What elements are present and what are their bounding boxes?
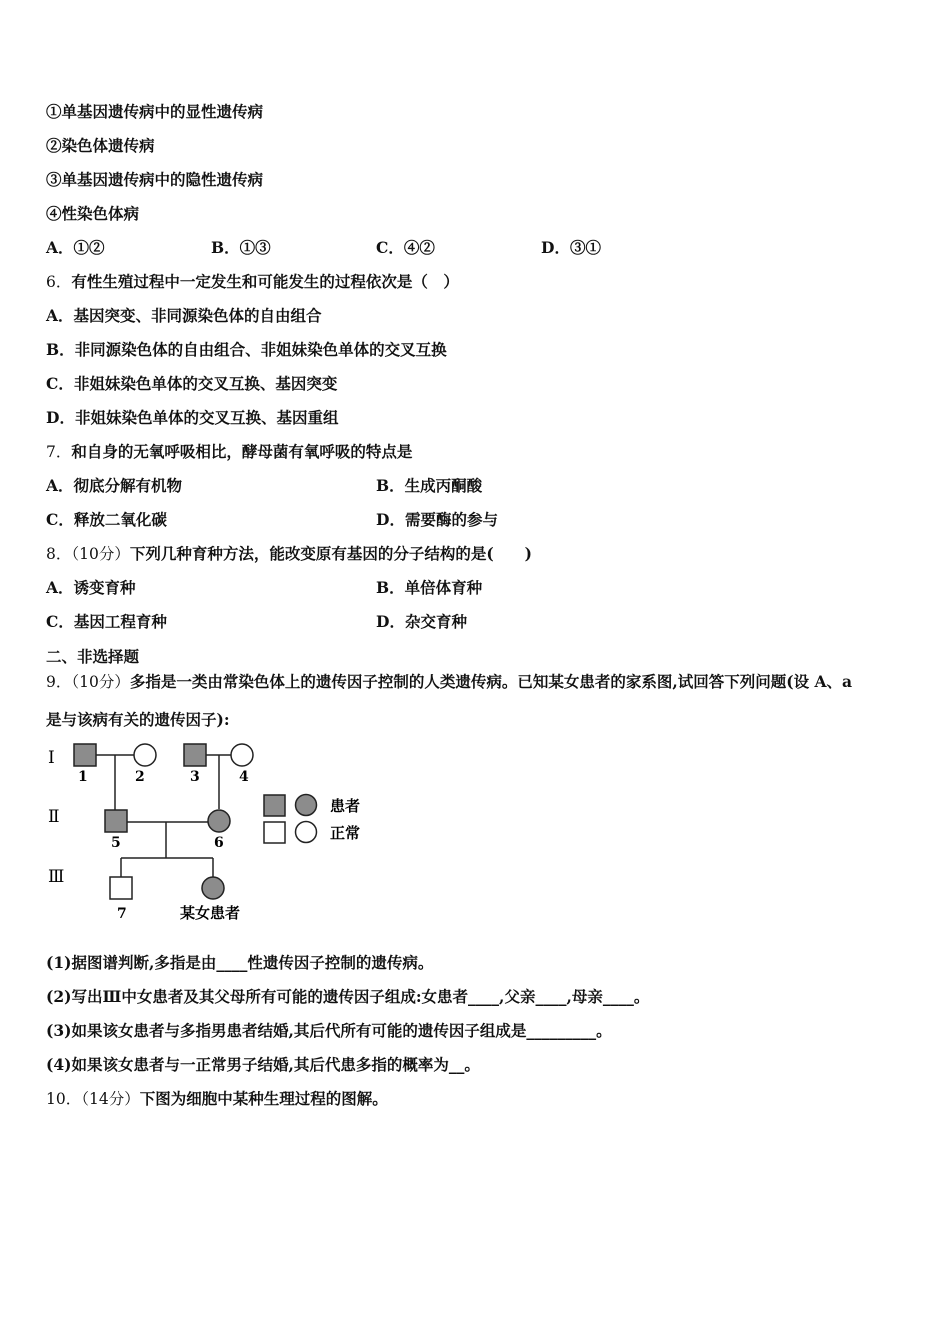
individual-7-normal-male: [110, 877, 132, 899]
q8-number: 8．（10分）: [46, 545, 130, 563]
q7-option-d: D．需要酶的参与: [376, 510, 498, 529]
individual-5-affected-male: [105, 810, 127, 832]
q9-stem-line-1: [46, 672, 852, 692]
legend-normal-male-symbol: [264, 822, 285, 843]
q7-number: 7．: [46, 443, 72, 461]
q9-sub-1: (1)据图谱判断,多指是由____性遗传因子控制的遗传病。: [46, 953, 434, 972]
q5-option-c: C．④②: [376, 238, 435, 257]
q5-option-b: B．①③: [211, 238, 271, 257]
individual-1-affected-male: [74, 744, 96, 766]
generation-label-3: Ⅲ: [48, 867, 65, 887]
q10-stem: [46, 1089, 388, 1109]
proband-affected-female: [202, 877, 224, 899]
q5-item-4: ④性染色体病: [46, 204, 140, 223]
proband-label: 某女患者: [180, 904, 241, 922]
q8-option-b: B．单倍体育种: [376, 578, 483, 597]
q6-option-b: B．非同源染色体的自由组合、非姐妹染色单体的交叉互换: [46, 340, 447, 359]
q8-stem: [46, 544, 532, 564]
q6-option-c: C．非姐妹染色单体的交叉互换、基因突变: [46, 374, 338, 393]
q5-option-d: D．③①: [541, 238, 601, 257]
individual-label-6: 6: [214, 835, 224, 851]
q7-option-a: A．彻底分解有机物: [46, 476, 183, 495]
pedigree-diagram: [44, 738, 374, 928]
section-heading: 二、非选择题: [46, 647, 140, 666]
q6-text: 有性生殖过程中一定发生和可能发生的过程依次是（ ）: [71, 272, 459, 291]
q6-stem: [46, 272, 459, 292]
q9-sub-4: (4)如果该女患者与一正常男子结婚,其后代患多指的概率为__。: [46, 1055, 480, 1074]
q10-number: 10．（14分）: [46, 1090, 140, 1108]
individual-label-4: 4: [239, 769, 249, 785]
q7-text: 和自身的无氧呼吸相比，酵母菌有氧呼吸的特点是: [71, 442, 413, 461]
q8-option-c: C．基因工程育种: [46, 612, 167, 631]
q9-number: 9．（10分）: [46, 673, 130, 691]
individual-4-normal-female: [231, 744, 253, 766]
q10-text: 下图为细胞中某种生理过程的图解。: [139, 1089, 388, 1108]
q7-option-c: C．释放二氧化碳: [46, 510, 167, 529]
individual-label-3: 3: [190, 769, 200, 785]
individual-label-5: 5: [111, 835, 121, 851]
q6-option-a: A．基因突变、非同源染色体的自由组合: [46, 306, 322, 325]
q8-text: 下列几种育种方法，能改变原有基因的分子结构的是( ): [129, 544, 533, 563]
q5-item-3: ③单基因遗传病中的隐性遗传病: [46, 170, 264, 189]
individual-label-2: 2: [135, 769, 145, 785]
generation-label-1: Ⅰ: [48, 748, 55, 768]
individual-label-1: 1: [78, 769, 88, 785]
q9-sub-3: (3)如果该女患者与多指男患者结婚,其后代所有可能的遗传因子组成是_________。: [46, 1021, 612, 1040]
legend-affected-female-symbol: [296, 795, 317, 816]
q5-item-1: ①单基因遗传病中的显性遗传病: [46, 102, 264, 121]
legend-normal-female-symbol: [296, 822, 317, 843]
legend-normal-label: 正常: [330, 824, 361, 842]
q8-option-d: D．杂交育种: [376, 612, 467, 631]
individual-3-affected-male: [184, 744, 206, 766]
q9-stem-line-2: 是与该病有关的遗传因子):: [46, 710, 230, 729]
q9-sub-2: (2)写出Ⅲ中女患者及其父母所有可能的遗传因子组成:女患者____,父亲____,母亲____。: [46, 987, 650, 1006]
individual-label-7: 7: [117, 906, 127, 922]
legend-affected-label: 患者: [330, 797, 361, 815]
generation-label-2: Ⅱ: [48, 807, 60, 827]
q6-option-d: D．非姐妹染色单体的交叉互换、基因重组: [46, 408, 339, 427]
q7-option-b: B．生成丙酮酸: [376, 476, 483, 495]
q6-number: 6．: [46, 273, 72, 291]
q8-option-a: A．诱变育种: [46, 578, 136, 597]
q9-text-1: 多指是一类由常染色体上的遗传因子控制的人类遗传病。已知某女患者的家系图,试回答下列问题(设 A、a: [129, 672, 853, 691]
individual-6-affected-female: [208, 810, 230, 832]
q7-stem: [46, 442, 412, 462]
q5-option-a: A．①②: [46, 238, 105, 257]
individual-2-normal-female: [134, 744, 156, 766]
q5-item-2: ②染色体遗传病: [46, 136, 155, 155]
legend-affected-male-symbol: [264, 795, 285, 816]
